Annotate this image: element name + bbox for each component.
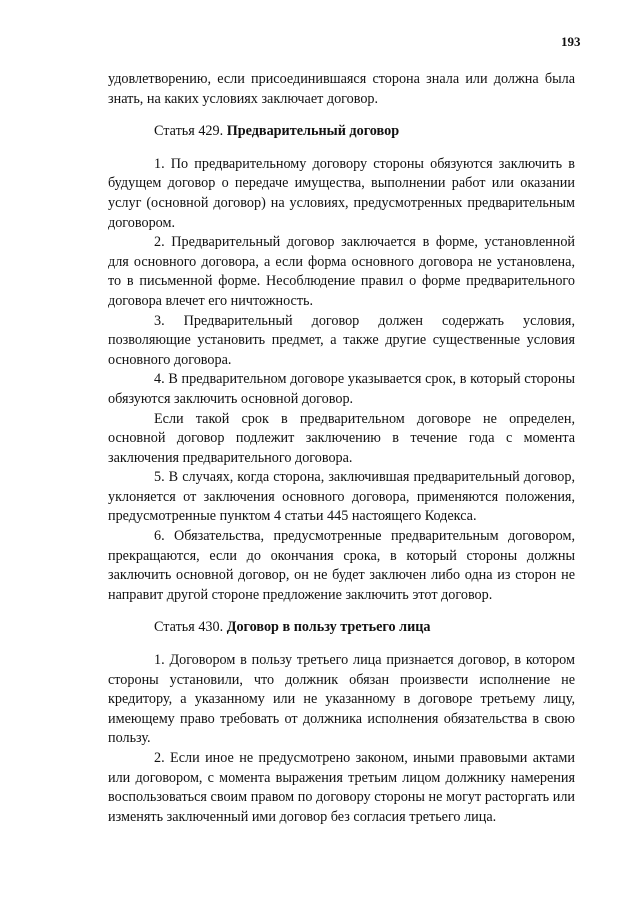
article-429-paragraph-4: 4. В предварительном договоре указывается срок, в который стороны обязуются заключить основной договор. <box>108 371 575 407</box>
page-number: 193 <box>561 34 581 49</box>
article-430-paragraph-2: 2. Если иное не предусмотрено законом, иными правовыми актами или договором, с момента выражения третьим лицом должнику намерения воспользоваться своим правом по договору стороны не могут расторгать или изменять заключенный ими договор без согласия третьего лица. <box>108 750 575 825</box>
article-429-paragraph-5: 5. В случаях, когда сторона, заключившая предварительный договор, уклоняется от заключения основного договора, применяются положения, предусмотренные пунктом 4 статьи 445 настоящего Кодекса. <box>108 469 575 525</box>
article-429-paragraph-3: 3. Предварительный договор должен содержать условия, позволяющие установить предмет, а также другие существенные условия основного договора. <box>108 312 575 368</box>
article-429-paragraph-4-continued: Если такой срок в предварительном договоре не определен, основной договор подлежит заключению в течение года с момента заключения предварительного договора. <box>108 410 575 466</box>
article-430-label: Статья 430. <box>154 619 224 636</box>
article-430-paragraph-1: 1. Договором в пользу третьего лица признается договор, в котором стороны установили, что должник обязан произвести исполнение не кредитору, а указанному или не указанному в договоре третьему лицу, имеющему право требовать от должника исполнения обязательства в свою пользу. <box>108 652 575 747</box>
document-body <box>108 70 575 827</box>
article-430-heading <box>108 618 575 638</box>
article-429-paragraph-1: 1. По предварительному договору стороны обязуются заключить в будущем договор о передаче имущества, выполнении работ или оказании услуг (основной договор) на условиях, предусмотренных предварительным договором. <box>108 155 575 231</box>
article-429-title: Предварительный договор <box>226 123 400 140</box>
opening-paragraph: удовлетворению, если присоединившаяся сторона знала или должна была знать, на каких условиях заключает договор. <box>108 71 575 107</box>
article-429-heading <box>108 122 575 142</box>
article-429-paragraph-2: 2. Предварительный договор заключается в форме, установленной для основного договора, а если форма основного договора не установлена, то в письменной форме. Несоблюдение правил о форме предварительного договора влечет его ничтожность. <box>108 234 575 309</box>
article-430-title: Договор в пользу третьего лица <box>226 619 431 636</box>
article-429-label: Статья 429. <box>154 123 224 140</box>
article-429-paragraph-6: 6. Обязательства, предусмотренные предварительным договором, прекращаются, если до окончания срока, в который стороны должны заключить основной договор, он не будет заключен либо одна из сторон не направит другой стороне предложение заключить этот договор. <box>108 528 575 603</box>
